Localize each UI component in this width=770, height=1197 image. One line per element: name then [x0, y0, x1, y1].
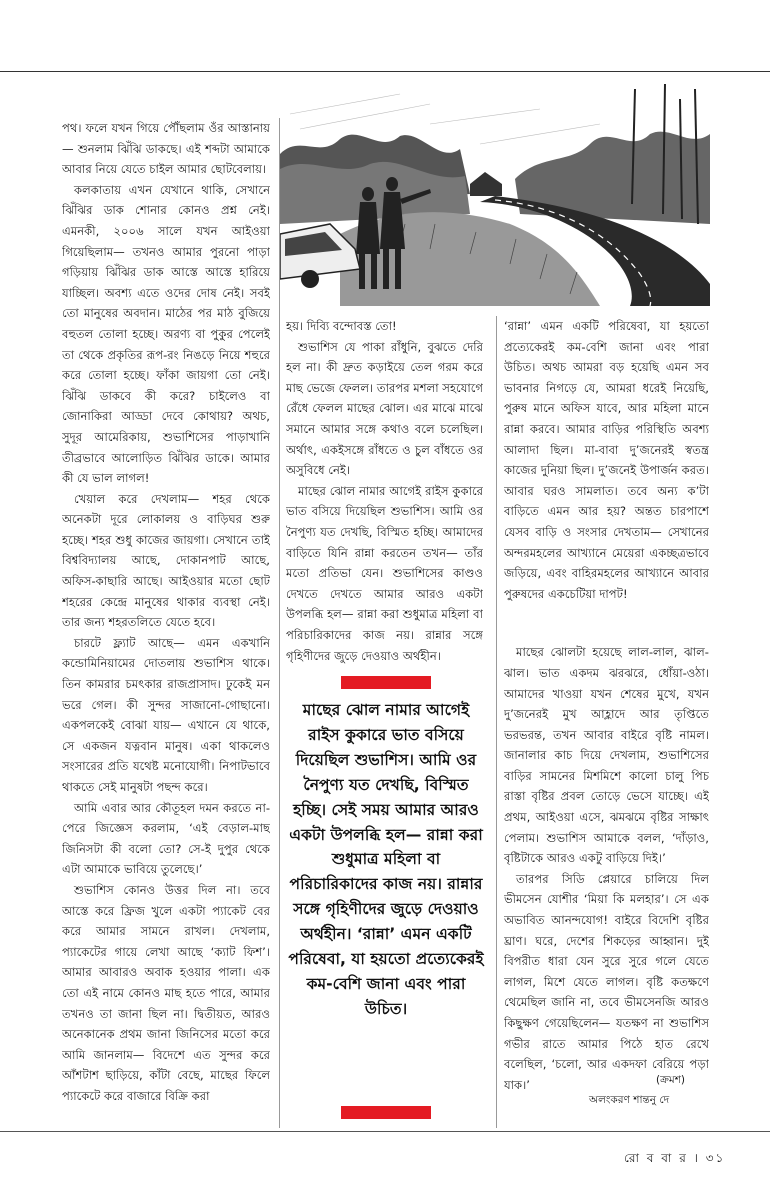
paragraph: পথ। ফলে যখন গিয়ে পৌঁছলাম ওঁর আস্তানায়— শুনলাম ঝিঁঝি ডাকছে। এই শব্দটা আমাকে আবার নিয়ে যেতে চাইল আমার ছোটবেলায়।	[62, 121, 270, 177]
body-column-2	[286, 316, 483, 672]
pull-quote-bottom-bar	[341, 1106, 431, 1119]
paragraph: হয়। দিব্যি বন্দোবস্ত তো!	[286, 319, 397, 333]
paragraph: চারটে ফ্ল্যাট আছে— এমন একখানি কন্ডোমিনিয়ামের দোতলায় শুভাশিস থাকে। তিন কামরার চমৎকার রাজপ্রাসাদ। ঢুকেই মন ভরে গেল। কী সুন্দর সাজানো-গোছানো। একপলকেই বোঝা যায়— এখানে যে থাকে, সে একজন যত্নবান মানুষ। একা থাকলেও সংসারের প্রতি যথেষ্ট মনোযোগী। নিপাটভাবে থাকতে সেই মানুষটা পছন্দ করে।	[62, 635, 270, 794]
paragraph: খেয়াল করে দেখলাম— শহর থেকে অনেকটা দূরে লোকালয় ও বাড়িঘর শুরু হচ্ছে। শহর শুধু কাজের জায়গা। সেখানে তাই বিশ্ববিদ্যালয় আছে, দোকানপাট আছে, অফিস-কাছারি আছে। আইওয়ার মতো ছোট শহরের কেন্দ্রে মানুষের থাকার ব্যবস্থা নেই। তার জন্য শহরতলিতে যেতে হবে।	[62, 491, 270, 630]
paragraph: শুভাশিস যে পাকা রাঁধুনি, বুঝতে দেরি হল না। কী দ্রুত কড়াইয়ে তেল গরম করে মাছ ভেজে ফেলল। তারপর মশলা সহযোগে রেঁধে ফেলল মাছের ঝোল। এর মাঝে মাঝে সমানে আমার সঙ্গে কথাও বলে চলেছিল। অর্থাৎ, একইসঙ্গে রাঁধতে ও চুল বাঁধতে ওর অসুবিধে নেই।	[286, 339, 483, 478]
page-folio: রো ব বা র । ৩১	[624, 1151, 726, 1165]
column-divider	[279, 118, 280, 1128]
bottom-rule	[0, 1131, 770, 1132]
body-column-1	[62, 118, 270, 1128]
road-illustration	[280, 84, 710, 306]
illustration-credit: অলংকরণ শান্তনু দে	[589, 1094, 670, 1106]
paragraph: কলকাতায় এখন যেখানে থাকি, সেখানে ঝিঁঝির ডাক শোনার কোনও প্রশ্ন নেই। এমনকী, ২০০৬ সালে যখন আইওয়া গিয়েছিলাম— তখনও আমার পুরনো পাড়া গড়িয়ায় ঝিঁঝির ডাক আস্তে আস্তে হারিয়ে যাচ্ছিল। অবশ্য এতে ওদের দোষ নেই। সবই তো মানুষের অবদান। মাঠের পর মাঠ বুজিয়ে বহুতল তোলা হচ্ছে। অরণ্য বা পুকুর পেলেই তা থেকে প্রকৃতির রূপ-রং নিঙড়ে নিয়ে শহুরে করে তোলা হচ্ছে। ফাঁকা জায়গা তো নেই। ঝিঁঝি ডাকবে কী করে? চাইলেও বা জোনাকিরা আড্ডা দেবে কোথায়? অথচ, সুদূর আমেরিকায়, শুভাশিসের পাড়াখানি তীব্রভাবে আলোড়িত ঝিঁঝির ডাকে। আমার কী যে ভাল লাগল!	[62, 182, 270, 486]
paragraph: আমি এবার আর কৌতূহল দমন করতে না-পেরে জিজ্ঞেস করলাম, ‘এই বেড়াল-মাছ জিনিসটা কী বলো তো? সে-ই দুপুর থেকে এটা আমাকে ভাবিয়ে তুলেছে।’	[62, 800, 270, 877]
body-column-3	[504, 316, 709, 1116]
paragraph: শুভাশিস কোনও উত্তর দিল না। তবে আস্তে করে ফ্রিজ খুলে একটা প্যাকেট বের করে আমার সামনে রাখল। দেখলাম, প্যাকেটের গায়ে লেখা আছে ‘ক্যাট ফিশ’। আমার আবারও অবাক হওয়ার পালা। এক তো এই নামে কোনও মাছ হতে পারে, আমার তখনও তা জানা ছিল না। দ্বিতীয়ত, আরও অনেকানেক প্রথম জানা জিনিসের মতো করে আমি জানলাম— বিদেশে এত সুন্দর করে আঁশটাশ ছাড়িয়ে, কাঁটা বেছে, মাছের ফিলে প্যাকেটে করে বাজারে বিক্রি করা	[62, 882, 270, 1103]
column-divider	[496, 316, 497, 1128]
paragraph: মাছের ঝোল নামার আগেই রাইস কুকারে ভাত বসিয়ে দিয়েছিল শুভাশিস। আমি ওর নৈপুণ্য যত দেখছি, বিস্মিত হচ্ছি। আমাদের বাড়িতে যিনি রান্না করতেন তখন— তাঁর মতো প্রতিভা যেন। শুভাশিসের কাণ্ডও দেখতে দেখতে আমার আরও একটা উপলব্ধি হল— রান্না করা শুধুমাত্র মহিলা বা পরিচারিকাদের কাজ নয়। রান্নার সঙ্গে গৃহিণীদের জুড়ে দেওয়াও অর্থহীন।	[286, 483, 483, 663]
continued-note: (ক্রমশ)	[656, 1074, 686, 1086]
pull-quote: মাছের ঝোল নামার আগেই রাইস কুকারে ভাত বসিয়ে দিয়েছিল শুভাশিস। আমি ওর নৈপুণ্য যত দেখছি, বিস্মিত হচ্ছি। সেই সময় আমার আরও একটা উপলব্ধি হল— রান্না করা শুধুমাত্র মহিলা বা পরিচারিকাদের কাজ নয়। রান্নার সঙ্গে গৃহিণীদের জুড়ে দেওয়াও অর্থহীন। ‘রান্না’ এমন একটি পরিষেবা, যা হয়তো প্রত্যেকেরই কম-বেশি জানা এবং পারা উচিত।	[288, 701, 484, 1018]
top-rule	[0, 71, 770, 72]
paragraph: মাছের ঝোলটা হয়েছে লাল-লাল, ঝাল-ঝাল। ভাত একদম ঝরঝরে, ধোঁয়া-ওঠা। আমাদের খাওয়া যখন শেষের মুখে, যখন দু’জনেরই মুখ আহ্লাদে আর তৃপ্তিতে ভরভরন্ত, তখন আবার বাইরে বৃষ্টি নামল। জানালার কাচ দিয়ে দেখলাম, শুভাশিসের বাড়ির সামনের মিশমিশে কালো চালু পিচ রাস্তা বৃষ্টির প্রবল তোড়ে ভেসে যাচ্ছে। এই প্রথম, আইওয়া এসে, ঝমঝমে বৃষ্টির সাক্ষাৎ পেলাম। শুভাশিস আমাকে বলল, ‘দাঁড়াও, বৃষ্টিটাকে আরও একটু বাড়িয়ে দিই।’	[504, 645, 709, 866]
paragraph: তারপর সিডি প্লেয়ারে চালিয়ে দিল ভীমসেন যোশীর ‘মিয়া কি মলহার’। সে এক অভাবিত আনন্দযোগ! বাইরে বিদেশি বৃষ্টির ঘ্রাণ। ঘরে, দেশের শিকড়ের আহ্বান। দুই বিপরীত ধারা যেন সুরে সুরে গলে যেতে লাগল, মিশে যেতে লাগল। বৃষ্টি কতক্ষণে থেমেছিল জানি না, তবে ভীমসেনজি আরও কিছুক্ষণ গেয়েছিলেন— যতক্ষণ না শুভাশিস গভীর রাতে আমার পিঠে হাত রেখে বলেছিল, ‘চলো, আর একদফা বেরিয়ে পড়া যাক।’	[504, 871, 709, 1092]
pull-quote-top-bar	[341, 676, 431, 689]
pull-quote-box	[286, 676, 486, 1124]
paragraph: ‘রান্না’ এমন একটি পরিষেবা, যা হয়তো প্রত্যেকেরই কম-বেশি জানা এবং পারা উচিত। অথচ আমরা বড় হয়েছি এমন সব ভাবনার নিগড়ে যে, আমরা ধরেই নিয়েছি, পুরুষ মানে অফিস যাবে, আর মহিলা মানে রান্না করবে। আমার বাড়ির পরিস্থিতি অবশ্য আলাদা ছিল। মা-বাবা দু’জনেরই স্বতন্ত্র কাজের দুনিয়া ছিল। দু’জনেই উপার্জন করত। আবার ঘরও সামলাত। তবে অন্য ক’টা বাড়িতে এমন আর হয়? অন্তত চারপাশে যেসব বাড়ি ও সংসার দেখতাম— সেখানের অন্দরমহলের আখ্যানে মেয়েরা একচ্ছত্রভাবে জড়িয়ে, এবং বাহিরমহলের আখ্যানে আবার পুরুষদের একচেটিয়া দাপট!	[504, 319, 709, 601]
